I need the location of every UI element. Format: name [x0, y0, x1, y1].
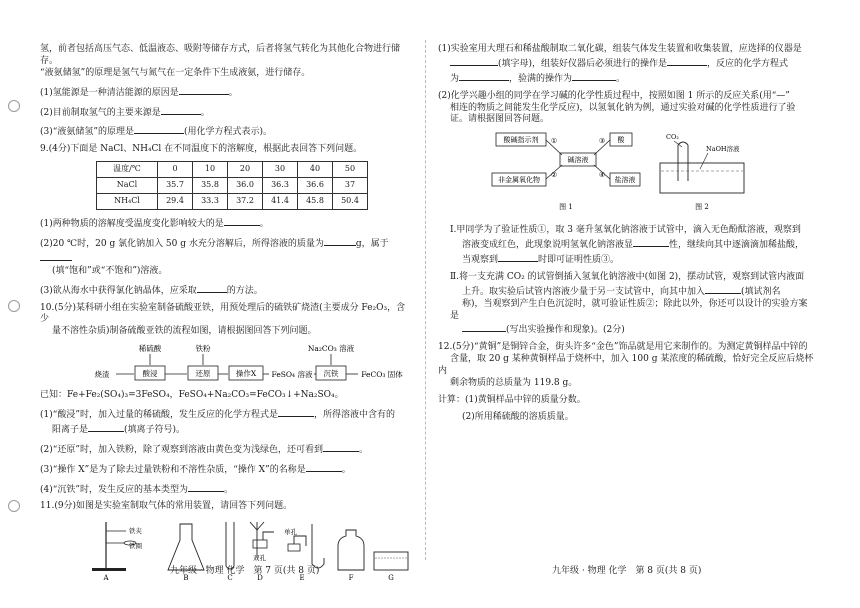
relation-number: ② [550, 171, 558, 180]
table-cell: 10 [193, 162, 228, 178]
table-cell: 36.0 [228, 178, 263, 194]
apparatus-g-water-trough [374, 552, 408, 570]
flow-box-label: 还原 [195, 369, 211, 379]
part-i-line-c-end: 时即可证明性质③。 [538, 255, 620, 265]
flow-label-sulfuric-acid: 稀硫酸 [138, 344, 162, 354]
flow-start-text: 烧渣 [94, 370, 110, 380]
table-cell: 0 [158, 162, 193, 178]
q11-1-line-a: (1)实验室用大理石和稀盐酸制取二氧化碳，组装气体发生装置和收集装置，应选择的仪器是 [438, 44, 802, 54]
calc-2: (2)所用稀硫酸的溶质质量。 [462, 411, 574, 422]
question-10-4 [40, 482, 410, 497]
question-8-2 [40, 105, 410, 120]
table-cell: 37.2 [228, 194, 263, 210]
label-double-hole: 双孔 [253, 554, 266, 563]
answer-blank [197, 283, 227, 293]
question-9-1 [40, 216, 410, 231]
answer-blank [323, 442, 359, 452]
page-7-column [40, 44, 410, 582]
q11-1-line-c-end: 。 [616, 73, 626, 84]
q9-2-line2: (填“饱和”或“不饱和”)溶液。 [52, 265, 168, 276]
question-10-2 [40, 442, 410, 457]
answer-blank [88, 422, 124, 432]
question-8-3 [40, 124, 410, 139]
apparatus-letter: B [183, 574, 189, 583]
intro-paragraph [40, 44, 410, 80]
figure-2-co2-tube [660, 133, 744, 211]
q8-3-text: (3)“液氨储氢”的原理是 [40, 127, 134, 138]
q11-1-line-c: 为 [450, 73, 460, 84]
q8-2-text: (2)目前制取氢气的主要来源是 [40, 107, 161, 118]
part-ii-line-a: Ⅱ.将一支充满 CO₂ 的试管倒插入氢氧化钠溶液中(如图 2)，摆动试管，观察到试管内液面 [450, 271, 805, 282]
q10-3-text: (3)“操作 X”是为了除去过量铁粉和不溶性杂质，“操作 X”的名称是 [40, 464, 306, 475]
table-cell: NaCl [97, 178, 158, 194]
apparatus-d-double-hole-stopper [250, 522, 274, 562]
apparatus-b-conical-flask [168, 524, 204, 570]
q9-2-text: (2)20 ℃时，20 g 氯化钠加入 50 g 水充分溶解后，所得溶液的质量为 [40, 239, 324, 249]
figures-1-2 [438, 131, 816, 221]
apparatus-e-single-hole-stopper [284, 524, 324, 568]
flow-box-label: 酸浸 [142, 369, 158, 379]
flow-mid-text: FeSO₄ 溶液 [271, 370, 313, 380]
part-ii [438, 272, 816, 337]
apparatus-c-test-tube [226, 522, 234, 569]
q11-1-line-b-tail: ，反应的化学方程式 [707, 58, 789, 69]
node-salt-label: 盐溶液 [614, 176, 636, 185]
question-10-1 [40, 407, 410, 437]
beaker [660, 163, 744, 193]
part-i-line-a: Ⅰ.甲同学为了验证性质①，取 3 毫升氢氧化钠溶液于试管中，滴入无色酚酞溶液，观察到 [450, 225, 801, 236]
inverted-test-tube [678, 142, 688, 181]
answer-blank [705, 284, 741, 294]
apparatus-letter: E [299, 574, 305, 583]
q11-1-line-b: (填字母)，组装好仪器后必须进行的操作是 [498, 58, 668, 69]
label-single-hole: 单孔 [284, 528, 297, 537]
question-10-3 [40, 462, 410, 477]
page-8-footer: 九年级 · 物理 化学 第 8 页(共 8 页) [552, 566, 702, 576]
apparatus-letter: C [227, 574, 233, 583]
q10-1-line2-end: (填离子符号)。 [124, 424, 186, 435]
q9-3-end: 的方法。 [226, 285, 263, 296]
flow-label-na2co3: Na₂CO₃ 溶液 [307, 344, 355, 354]
apparatus-letter: A [103, 574, 109, 583]
q10-1-text: (1)“酸浸”时，加入过量的稀硫酸，发生反应的化学方程式是 [40, 410, 278, 420]
q10-1-line2: 阳离子是 [52, 424, 89, 435]
label-co2: CO₂ [666, 133, 679, 142]
page-7-footer: 九年级 · 物理 化学 第 7 页(共 8 页) [170, 566, 320, 576]
q11-2-line-a: (2)化学兴趣小组的同学在学习碱的化学性质过程中，按照如图 1 所示的反应关系(用“—” [438, 90, 790, 101]
table-row [97, 194, 368, 210]
q8-1-text: (1)氢能源是一种清洁能源的原因是 [40, 87, 179, 98]
part-ii-line-c: 称)，当观察到产生白色沉淀时，就可验证性质②；除此以外，你还可以设计的实验方案是 [450, 298, 808, 321]
answer-blank [161, 105, 201, 115]
node-nonmetal-oxide-label: 非金属氧化物 [498, 176, 540, 185]
table-cell: 45.8 [298, 194, 333, 210]
node-base-label: 碱溶液 [567, 156, 589, 165]
figure-2-caption: 图 2 [695, 203, 709, 212]
question-12 [438, 342, 816, 390]
apparatus-letter: D [257, 574, 263, 583]
question-9-stem: 9.(4分)下面是 NaCl、NH₄Cl 在不同温度下的溶解度，根据此表回答下列问题。 [40, 144, 363, 155]
table-cell: 20 [228, 162, 263, 178]
flow-label-iron-powder: 铁粉 [195, 344, 211, 354]
answer-blank [572, 71, 616, 81]
table-cell: 50 [333, 162, 368, 178]
q10-4-end: 。 [223, 484, 233, 495]
table-cell: 37 [333, 178, 368, 194]
answer-blank [224, 216, 260, 226]
question-11-stem: 11.(9分)如图是实验室制取气体的常用装置，请回答下列问题。 [40, 501, 293, 512]
table-cell: 40 [298, 162, 333, 178]
label-iron-clamp: 铁夹 [129, 527, 142, 536]
intro-line-2: “液氨储氢”的原理是氢气与氮气在一定条件下生成液氨，进行储存。 [40, 67, 311, 78]
answer-blank [40, 251, 72, 261]
figure-1-caption: 图 1 [559, 203, 573, 212]
part-i-line-b: 溶液变成红色，此现象说明氢氧化钠溶液显 [462, 240, 634, 251]
part-ii-line-d: (写出实验操作和现象)。(2分) [506, 325, 625, 336]
figure-1-relation-diagram [492, 133, 640, 211]
question-8-1 [40, 85, 410, 100]
table-cell: 41.4 [263, 194, 298, 210]
question-10-stem [40, 303, 410, 339]
table-cell: 温度/℃ [97, 162, 158, 178]
solubility-table [96, 161, 368, 210]
answer-blank [633, 237, 669, 247]
node-indicator-label: 酸碱指示剂 [503, 136, 539, 145]
relation-number: ③ [598, 137, 606, 146]
q9-1-end: 。 [259, 219, 269, 230]
q8-3-end: (用化学方程式表示)。 [183, 127, 272, 138]
q9-3-text: (3)欲从海水中获得氯化钠晶体，应采取 [40, 285, 197, 296]
flow-box-label: 操作X [235, 369, 257, 379]
flow-chart [40, 343, 410, 387]
table-cell: 35.7 [158, 178, 193, 194]
question-11-1 [438, 44, 816, 86]
flow-box-label: 沉铁 [323, 369, 339, 379]
answer-blank [306, 462, 342, 472]
answer-blank [179, 85, 229, 95]
q12-line-a: 12.(5分)“黄铜”是铜锌合金，街头许多“金色”饰品就是用它来制作的。为测定黄铜样品中锌的 [438, 342, 808, 353]
apparatus-f-gas-bottle [338, 530, 364, 570]
table-cell: 29.4 [158, 194, 193, 210]
apparatus-letter: G [388, 574, 394, 583]
answer-blank [450, 56, 498, 66]
table-cell: 36.6 [298, 178, 333, 194]
answer-blank [667, 56, 707, 66]
q11-1-line-c-mid: ，验满的操作为 [509, 73, 573, 84]
question-11-2 [438, 91, 816, 127]
table-header-row [97, 162, 368, 178]
answer-blank [459, 71, 509, 81]
answer-blank [462, 322, 506, 332]
q10-2-end: 。 [358, 444, 368, 455]
binding-hole [8, 500, 20, 512]
part-i-line-c: 当观察到 [462, 255, 499, 265]
calc-1: 计算：(1)黄铜样品中锌的质量分数。 [438, 394, 586, 405]
q11-2-line-c: 证。请根据图回答问题。 [450, 114, 550, 125]
q10-line-b: 量不溶性杂质)制备硫酸亚铁的流程如图，请根据图回答下列问题。 [52, 326, 317, 337]
q9-2-mid: g，属于 [355, 239, 389, 249]
flow-end-text: FeCO₃ 固体 [361, 370, 403, 380]
page-divider [425, 40, 427, 560]
page-8-column [438, 44, 816, 429]
label-iron-ring: 铁圈 [129, 542, 142, 551]
table-cell: 50.4 [333, 194, 368, 210]
answer-blank [498, 252, 538, 262]
table-cell: 35.8 [193, 178, 228, 194]
q10-4-text: (4)“沉铁”时，发生反应的基本类型为 [40, 484, 188, 495]
label-naoh-solution: NaOH溶液 [706, 145, 740, 154]
table-cell: 36.3 [263, 178, 298, 194]
known-equations: 已知：Fe+Fe₂(SO₄)₃=3FeSO₄，FeSO₄+Na₂CO₃=FeCO₃↓+Na₂SO₄。 [40, 390, 344, 401]
binding-hole [8, 300, 20, 312]
q10-3-end: 。 [341, 464, 351, 475]
binding-hole [8, 100, 20, 112]
table-cell: 33.3 [193, 194, 228, 210]
table-cell: 30 [263, 162, 298, 178]
part-ii-line-b: 上升。取实验后试管内溶液少量于另一支试管中，向其中加入 [462, 286, 706, 297]
intro-line-1: 氢，前者包括高压气态、低温液态、吸附等储存方式，后者将氢气转化为其他化合物进行储存。 [40, 44, 401, 66]
table-cell: NH₄Cl [97, 194, 158, 210]
binding-holes [8, 40, 22, 580]
apparatus-letter: F [348, 574, 354, 583]
q10-2-text: (2)“还原”时，加入铁粉，除了观察到溶液由黄色变为浅绿色，还可看到 [40, 444, 323, 455]
q11-2-line-b: 相连的物质之间能发生化学反应)，以氢氧化钠为例，通过实验对碱的化学性质进行了验 [450, 102, 796, 113]
q12-line-c: 剩余物质的总质量为 119.8 g。 [450, 377, 578, 388]
q8-1-end: 。 [228, 87, 238, 98]
node-acid-label: 酸 [617, 136, 625, 145]
part-i-line-b-end: 性，继续向其中逐滴滴加稀盐酸， [669, 240, 805, 251]
table-row [97, 178, 368, 194]
answer-blank [134, 124, 184, 134]
relation-number: ① [550, 137, 558, 146]
part-ii-line-b-end: (填试剂名 [741, 286, 781, 297]
answer-blank [278, 407, 314, 417]
q10-1-mid: ，所得溶液中含有的 [313, 410, 395, 420]
question-9-2 [40, 236, 410, 278]
answer-blank [188, 482, 224, 492]
q8-2-end: 。 [200, 107, 210, 118]
part-i [438, 225, 816, 267]
answer-blank [324, 236, 356, 246]
q12-line-b: 含量，取 20 g 某种黄铜样品于烧杯中，加入 100 g 某浓度的稀硫酸，恰好完全反应后烧杯内 [438, 354, 814, 376]
question-9-3 [40, 283, 410, 298]
q9-1-text: (1)两种物质的溶解度受温度变化影响较大的是 [40, 219, 224, 230]
relation-number: ④ [598, 171, 606, 180]
apparatus-a-iron-stand [92, 522, 143, 571]
q10-line-a: 10.(5分)某科研小组在实验室制备硫酸亚铁，用预处理后的硫铁矿烧渣(主要成分 Fe₂O₃，含少 [40, 302, 406, 325]
